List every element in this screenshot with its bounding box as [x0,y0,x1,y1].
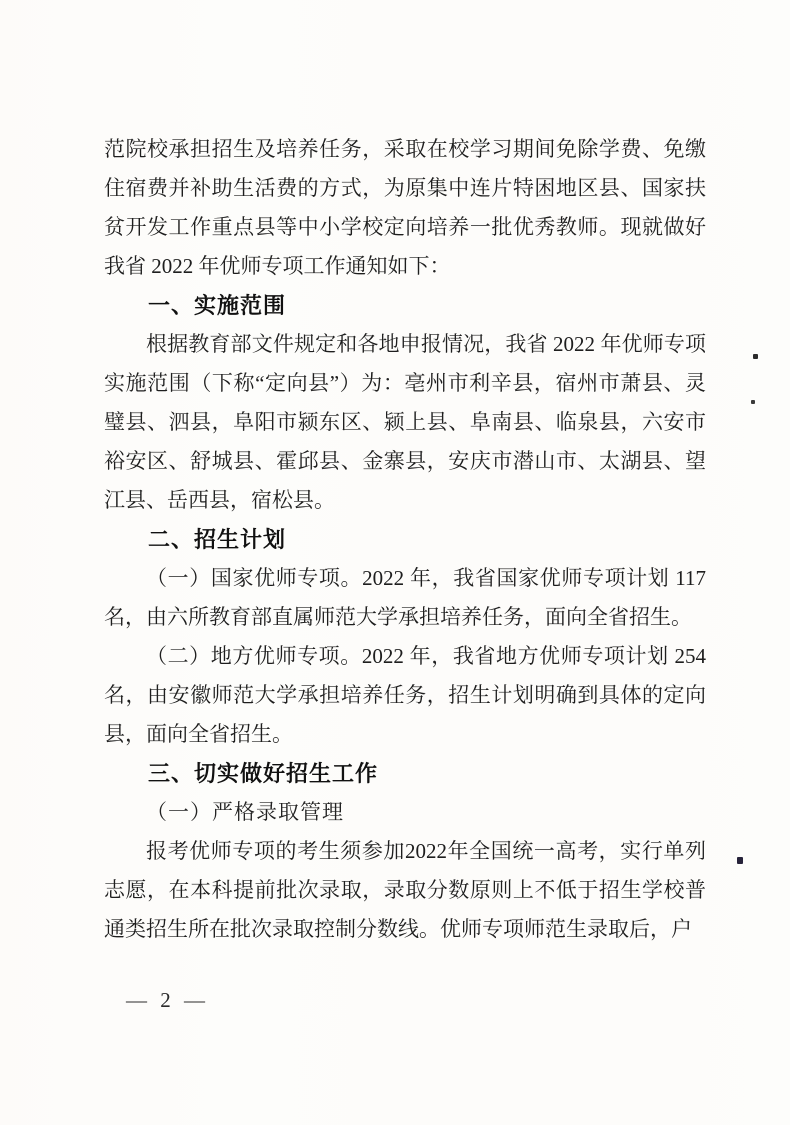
section-heading-enrollment-plan: 二、招生计划 [148,527,287,552]
section-heading-implementation-scope: 一、实施范围 [148,293,287,318]
scan-speck [737,857,743,864]
paragraph-admission-rules: 报考优师专项的考生须参加2022年全国统一高考，实行单列志愿，在本科提前批次录取，录取分数原则上不低于招生学校普通类招生所在批次录取控制分数线。优师专项师范生录取后，户 [104,839,706,941]
scan-speck [751,400,755,404]
scan-speck [753,354,758,359]
intro-paragraph: 范院校承担招生及培养任务，采取在校学习期间免除学费、免缴住宿费并补助生活费的方式，为原集中连片特困地区县、国家扶贫开发工作重点县等中小学校定向培养一批优秀教师。现就做好我省 2022 年优师专项工作通知如下： [104,137,706,278]
document-body [104,130,706,949]
subheading-strict-admission-management: （一）严格录取管理 [146,800,344,824]
paragraph-implementation-scope: 根据教育部文件规定和各地申报情况，我省 2022 年优师专项实施范围（下称“定向县”）为：亳州市利辛县，宿州市萧县、灵璧县、泗县，阜阳市颍东区、颍上县、阜南县、临泉县，六安市裕安区、舒城县、霍邱县、金寨县，安庆市潜山市、太湖县、望江县、岳西县，宿松县。 [104,332,706,512]
page-number: — 2 — [126,988,209,1012]
section-heading-admission-work: 三、切实做好招生工作 [148,761,379,786]
paragraph-national-program: （一）国家优师专项。2022 年，我省国家优师专项计划 117 名，由六所教育部直属师范大学承担培养任务，面向全省招生。 [104,566,706,629]
paragraph-local-program: （二）地方优师专项。2022 年，我省地方优师专项计划 254 名，由安徽师范大学承担培养任务，招生计划明确到具体的定向县，面向全省招生。 [104,644,706,746]
